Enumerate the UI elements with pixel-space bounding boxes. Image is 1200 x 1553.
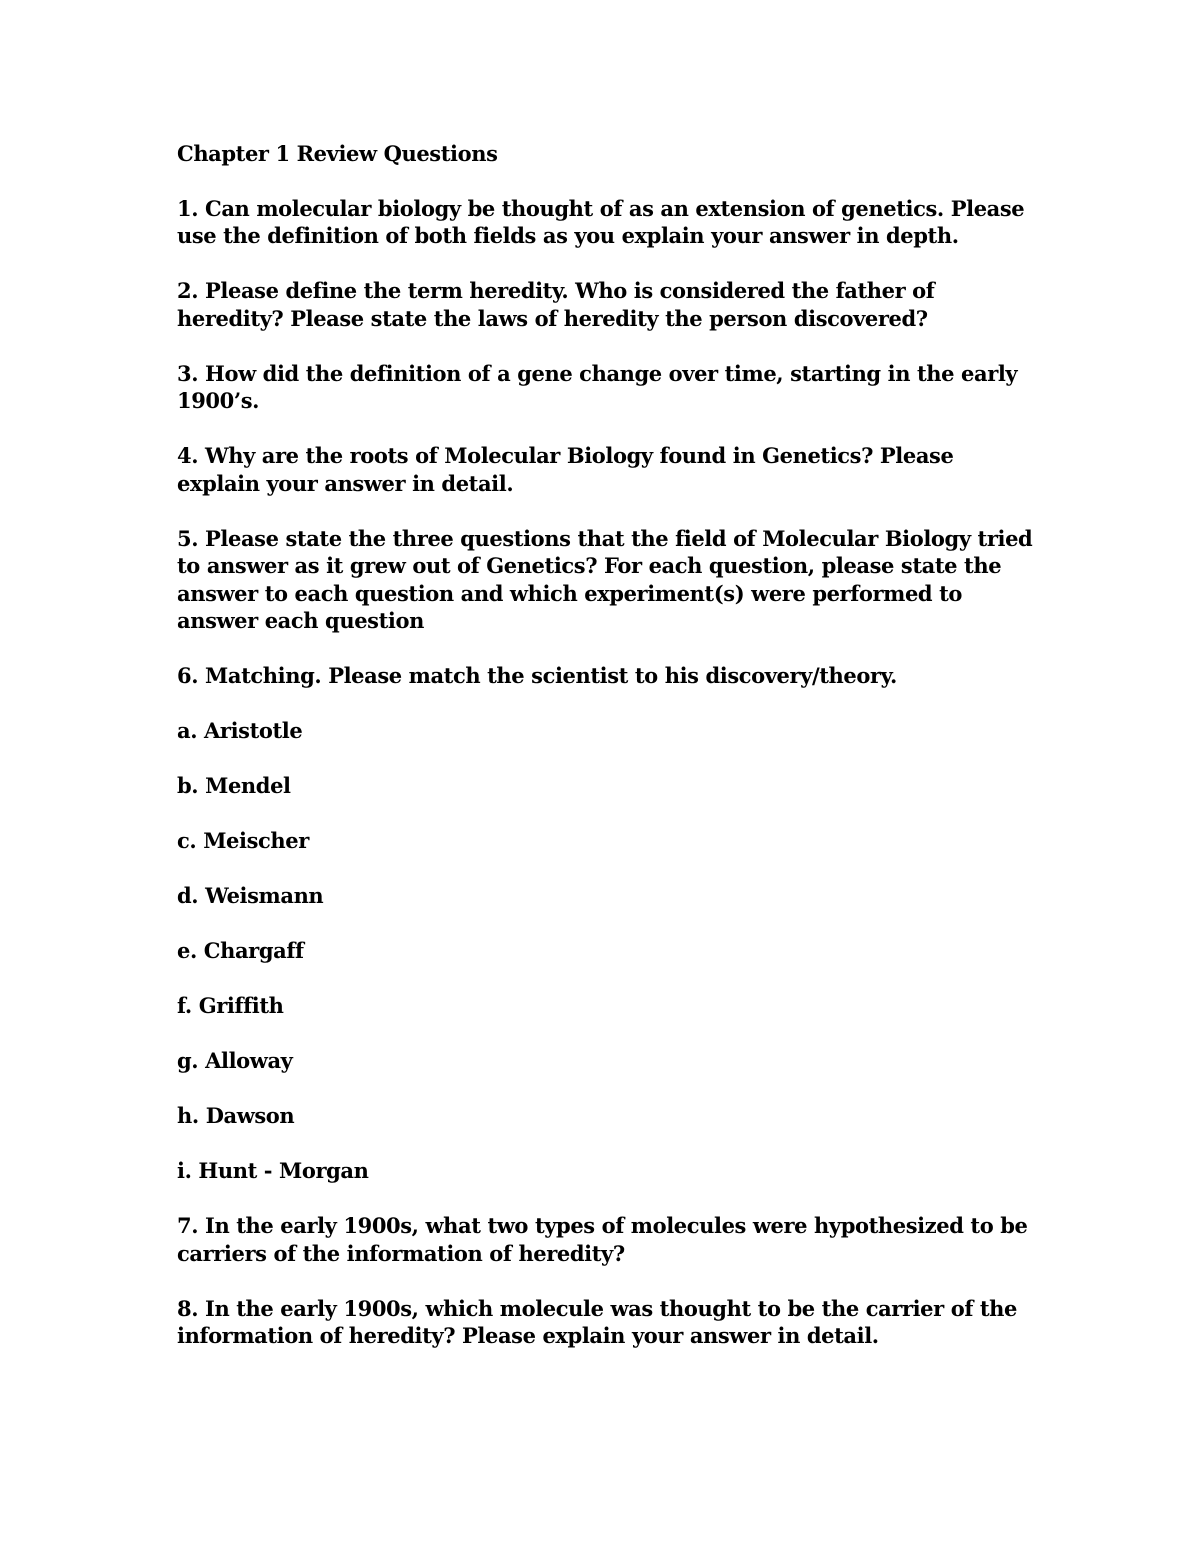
document-body — [177, 140, 1037, 1377]
question-7: 7. In the early 1900s, what two types of molecules were hypothesized to be carriers of the information of heredity? — [177, 1213, 1028, 1266]
question-6: 6. Matching. Please match the scientist to his discovery/theory. — [177, 663, 897, 688]
matching-item-d: d. Weismann — [177, 883, 324, 908]
question-3: 3. How did the definition of a gene change over time, starting in the early 1900’s. — [177, 360, 1018, 413]
page-title: Chapter 1 Review Questions — [177, 141, 498, 166]
question-2: 2. Please define the term heredity. Who is considered the father of heredity? Please state the laws of heredity the person discovered? — [177, 278, 935, 331]
matching-item-b: b. Mendel — [177, 773, 291, 798]
matching-item-a: a. Aristotle — [177, 718, 303, 743]
question-1: 1. Can molecular biology be thought of as an extension of genetics. Please use the definition of both fields as you explain your answer in depth. — [177, 195, 1025, 248]
question-5: 5. Please state the three questions that the field of Molecular Biology tried to answer as it grew out of Genetics? For each question, please state the answer to each question and which experiment(s) were performed to answer each question — [177, 525, 1033, 633]
matching-item-g: g. Alloway — [177, 1048, 293, 1073]
question-4: 4. Why are the roots of Molecular Biology found in Genetics? Please explain your answer in detail. — [177, 443, 954, 496]
matching-item-e: e. Chargaff — [177, 938, 304, 963]
matching-item-h: h. Dawson — [177, 1103, 295, 1128]
matching-item-f: f. Griffith — [177, 993, 284, 1018]
question-8: 8. In the early 1900s, which molecule was thought to be the carrier of the information of heredity? Please explain your answer in detail. — [177, 1295, 1018, 1348]
matching-item-i: i. Hunt - Morgan — [177, 1158, 369, 1183]
matching-item-c: c. Meischer — [177, 828, 309, 853]
